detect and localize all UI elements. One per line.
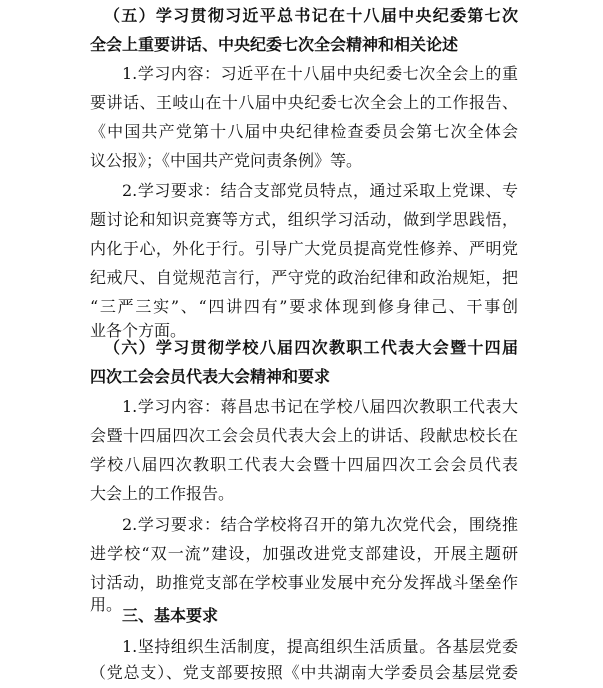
section5-requirement-line4: 纪戒尺、自觉规范言行，严守党的政治纪律和政治规矩，把 <box>90 268 518 287</box>
section5-requirement-line3: 内化于心，外化于行。引导广大党员提高党性修养、严明党 <box>90 239 518 258</box>
section-basic-item1-line2: （党总支）、党支部要按照《中共湖南大学委员会基层党委 <box>90 663 518 682</box>
section-basic-item1-line1: 1.坚持组织生活制度，提高组织生活质量。各基层党委 <box>122 637 518 656</box>
section5-requirement-line2: 题讨论和知识竞赛等方式，组织学习活动，做到学思践悟， <box>90 210 518 229</box>
section6-content-line3: 学校八届四次教职工代表大会暨十四届四次工会会员代表 <box>90 455 518 474</box>
section5-content-line1: 1.学习内容：习近平在十八届中央纪委七次全会上的重 <box>122 64 518 83</box>
section5-heading-line2: 全会上重要讲话、中央纪委七次全会精神和相关论述 <box>90 35 459 54</box>
section-basic-heading: 三、基本要求 <box>122 606 219 625</box>
section6-requirement-line3: 讨活动，助推党支部在学校事业发展中充分发挥战斗堡垒作 <box>90 573 518 592</box>
section6-content-line4: 大会上的工作报告。 <box>90 484 235 503</box>
section5-heading-line1: （五）学习贯彻习近平总书记在十八届中央纪委第七次 <box>104 6 518 25</box>
section6-requirement-line4: 用。 <box>90 595 123 614</box>
section5-requirement-line6: 业各个方面。 <box>90 321 187 340</box>
section6-requirement-line1: 2.学习要求：结合学校将召开的第九次党代会，围绕推 <box>122 515 518 534</box>
section6-heading-line1: （六）学习贯彻学校八届四次教职工代表大会暨十四届 <box>104 338 518 357</box>
section6-content-line1: 1.学习内容：蒋昌忠书记在学校八届四次教职工代表大 <box>122 397 518 416</box>
section5-requirement-line1: 2.学习要求：结合支部党员特点，通过采取上党课、专 <box>122 181 518 200</box>
section6-content-line2: 会暨十四届四次工会会员代表大会上的讲话、段献忠校长在 <box>90 426 518 445</box>
section5-content-line2: 要讲话、王岐山在十八届中央纪委七次全会上的工作报告、 <box>90 93 518 112</box>
section6-heading-line2: 四次工会会员代表大会精神和要求 <box>90 367 331 386</box>
section5-content-line4: 议公报》；《中国共产党问责条例》等。 <box>90 151 363 170</box>
section5-requirement-line5: “三严三实”、“四讲四有”要求体现到修身律己、干事创 <box>90 297 518 316</box>
section6-requirement-line2: 进学校“双一流”建设，加强改进党支部建设，开展主题研 <box>90 544 518 563</box>
section5-content-line3: 《中国共产党第十八届中央纪律检查委员会第七次全体会 <box>90 122 518 141</box>
